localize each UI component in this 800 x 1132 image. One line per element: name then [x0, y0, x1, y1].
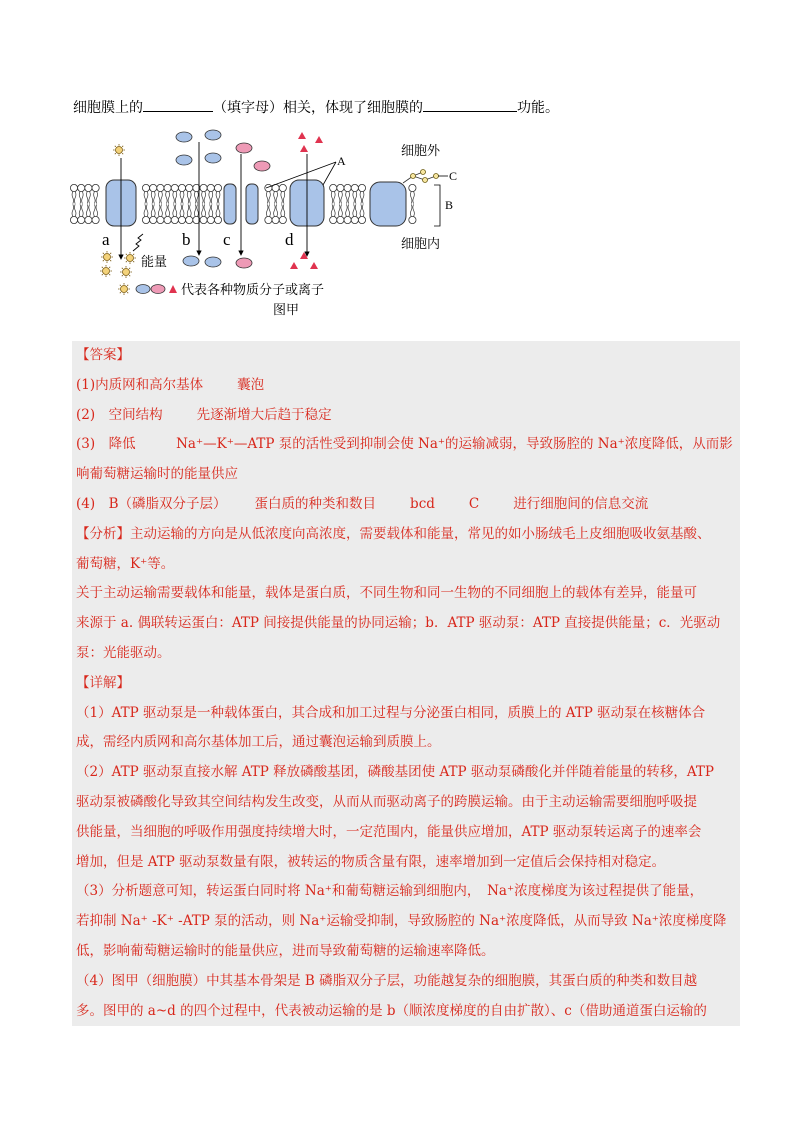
phospholipid-upper [150, 184, 157, 203]
detail-3-line1: （3）分析题意可知，转运蛋白同时将 Na⁺和葡萄糖运输到细胞内， Na⁺浓度梯度为该过程提供了能量， [76, 883, 704, 900]
phospholipid-upper [70, 184, 77, 203]
phospholipid-upper [157, 184, 164, 203]
answer-1: (1)内质网和高尔基体 囊泡 [76, 376, 265, 393]
label-inside: 细胞内 [401, 237, 441, 252]
phospholipid-lower [337, 204, 344, 223]
phospholipid-upper [78, 184, 85, 203]
detail-1-line2: 成，需经内质网和高尔基体加工后，通过囊泡运输到质膜上。 [76, 734, 441, 751]
blank-2 [423, 97, 517, 112]
label-b: b [182, 230, 191, 249]
phospholipid-upper [272, 184, 279, 203]
analysis-line1: 【分析】主动运输的方向是从低浓度向高浓度，需要载体和能量，常见的如小肠绒毛上皮细胞吸收氨基酸、 [76, 525, 711, 542]
phospholipid-lower [272, 204, 279, 223]
label-C: C [449, 169, 458, 183]
phospholipid-lower [142, 204, 149, 223]
protein-right [370, 182, 406, 226]
label-A: A [337, 154, 346, 168]
legend [118, 282, 324, 298]
phospholipid-upper [337, 184, 344, 203]
phospholipid-lower [200, 204, 207, 223]
analysis-line3: 关于主动运输需要载体和能量，载体是蛋白质，不同生物和同一生物的不同细胞上的载体有差异，能量可 [76, 585, 697, 602]
question-line [73, 97, 559, 118]
phospholipid-lower [351, 204, 358, 223]
phospholipid-upper [171, 184, 178, 203]
detail-4-line2: 多。图甲的 a~d 的四个过程中，代表被动运输的是 b（顺浓度梯度的自由扩散）、c（借助通道蛋白运输的 [76, 1002, 707, 1019]
answer-4: (4) B（磷脂双分子层） 蛋白质的种类和数目 bcd C 进行细胞间的信息交流 [76, 495, 649, 512]
phospholipid-lower [70, 204, 77, 223]
phospholipid-upper [142, 184, 149, 203]
answer-3-line2: 响葡萄糖运输时的能量供应 [76, 466, 238, 483]
question-text-mid: （填字母）相关，体现了细胞膜的 [213, 100, 423, 116]
triangle-molecule [298, 132, 306, 139]
phospholipid-upper [279, 184, 286, 203]
phospholipid-lower [157, 204, 164, 223]
phospholipid-upper [344, 184, 351, 203]
phospholipid-upper [178, 184, 185, 203]
phospholipid-upper [358, 184, 365, 203]
question-text-pre: 细胞膜上的 [73, 100, 143, 116]
analysis-line2: 葡萄糖，K⁺等。 [76, 555, 175, 572]
detail-2-line2: 驱动泵被磷酸化导致其空间结构发生改变，从而从而驱动离子的跨膜运输。由于主动运输需要细胞呼吸提 [76, 793, 697, 810]
label-a: a [102, 230, 110, 249]
phospholipid-lower [279, 204, 286, 223]
question-text-post: 功能。 [517, 100, 559, 116]
detail-2-line1: （2）ATP 驱动泵直接水解 ATP 释放磷酸基团，磷酸基团使 ATP 驱动泵磷酸化并伴随着能量的转移，ATP [76, 764, 714, 781]
phospholipid-lower [330, 204, 337, 223]
detail-4-line1: （4）图甲（细胞膜）中其基本骨架是 B 磷脂双分子层，功能越复杂的细胞膜，其蛋白质的种类和数目越 [76, 972, 698, 989]
pink-molecule [236, 143, 252, 153]
phospholipid-lower [344, 204, 351, 223]
detail-3-line2: 若抑制 Na⁺ -K⁺ -ATP 泵的活动，则 Na⁺运输受抑制，导致肠腔的 Na⁺浓度降低，从而导致 Na⁺浓度梯度降 [76, 913, 727, 930]
phospholipid-lower [409, 204, 416, 223]
phospholipid-lower [85, 204, 92, 223]
phospholipid-upper [330, 184, 337, 203]
label-outside: 细胞外 [401, 144, 441, 159]
answer-header: 【答案】 [76, 347, 130, 363]
phospholipid-lower [78, 204, 85, 223]
phospholipid-upper [214, 184, 221, 203]
phospholipid-lower [178, 204, 185, 223]
glycoprotein-c [403, 170, 439, 184]
phospholipid-upper [207, 184, 214, 203]
blue-molecule [176, 132, 192, 142]
phospholipid-lower [214, 204, 221, 223]
detail-1-line1: （1）ATP 驱动泵是一种载体蛋白，其合成和加工过程与分泌蛋白相同，质膜上的 ATP 驱动泵在核糖体合 [76, 704, 706, 721]
blank-1 [143, 97, 213, 112]
phospholipid-upper [85, 184, 92, 203]
figure-caption: 图甲 [273, 303, 300, 318]
phospholipid-lower [207, 204, 214, 223]
phospholipid-lower [164, 204, 171, 223]
channel-protein-right [246, 184, 258, 224]
phospholipid-upper [164, 184, 171, 203]
phospholipid-upper [200, 184, 207, 203]
phospholipid-upper [92, 184, 99, 203]
phospholipid-upper [186, 184, 193, 203]
label-energy: 能量 [141, 255, 168, 270]
phospholipid-upper [409, 184, 416, 203]
phospholipid-lower [92, 204, 99, 223]
analysis-line5: 泵：光能驱动。 [76, 644, 171, 661]
label-B: B [445, 198, 454, 212]
detail-2-line3: 供能量，当细胞的呼吸作用强度持续增大时，一定范围内，能量供应增加，ATP 驱动泵转运离子的速率会 [76, 823, 702, 840]
phospholipid-lower [150, 204, 157, 223]
phospholipid-lower [186, 204, 193, 223]
answer-2: (2) 空间结构 先逐渐增大后趋于稳定 [76, 406, 332, 423]
detail-3-line3: 低，影响葡萄糖运输时的能量供应，进而导致葡萄糖的运输速率降低。 [76, 942, 495, 959]
answer-3-line1: (3) 降低 Na⁺—K⁺—ATP 泵的活性受到抑制会使 Na⁺的运输减弱，导致肠腔的 Na⁺浓度降低，从而影 [76, 436, 733, 453]
phospholipid-lower [358, 204, 365, 223]
phospholipid-upper [351, 184, 358, 203]
label-d: d [285, 230, 294, 249]
label-c: c [223, 230, 231, 249]
phospholipid-lower [265, 204, 272, 223]
legend-text: 代表各种物质分子或离子 [181, 283, 325, 298]
detail-header: 【详解】 [76, 674, 130, 691]
analysis-line4: 来源于 a. 偶联转运蛋白：ATP 间接提供能量的协同运输；b．ATP 驱动泵：ATP 直接提供能量；c．光驱动 [76, 615, 721, 632]
answer-block [72, 341, 740, 1026]
phospholipid-lower [171, 204, 178, 223]
membrane-figure [68, 128, 468, 320]
detail-2-line4: 增加，但是 ATP 驱动泵数量有限，被转运的物质含量有限，速率增加到一定值后会保持相对稳定。 [76, 853, 666, 870]
channel-protein-left [224, 184, 236, 224]
